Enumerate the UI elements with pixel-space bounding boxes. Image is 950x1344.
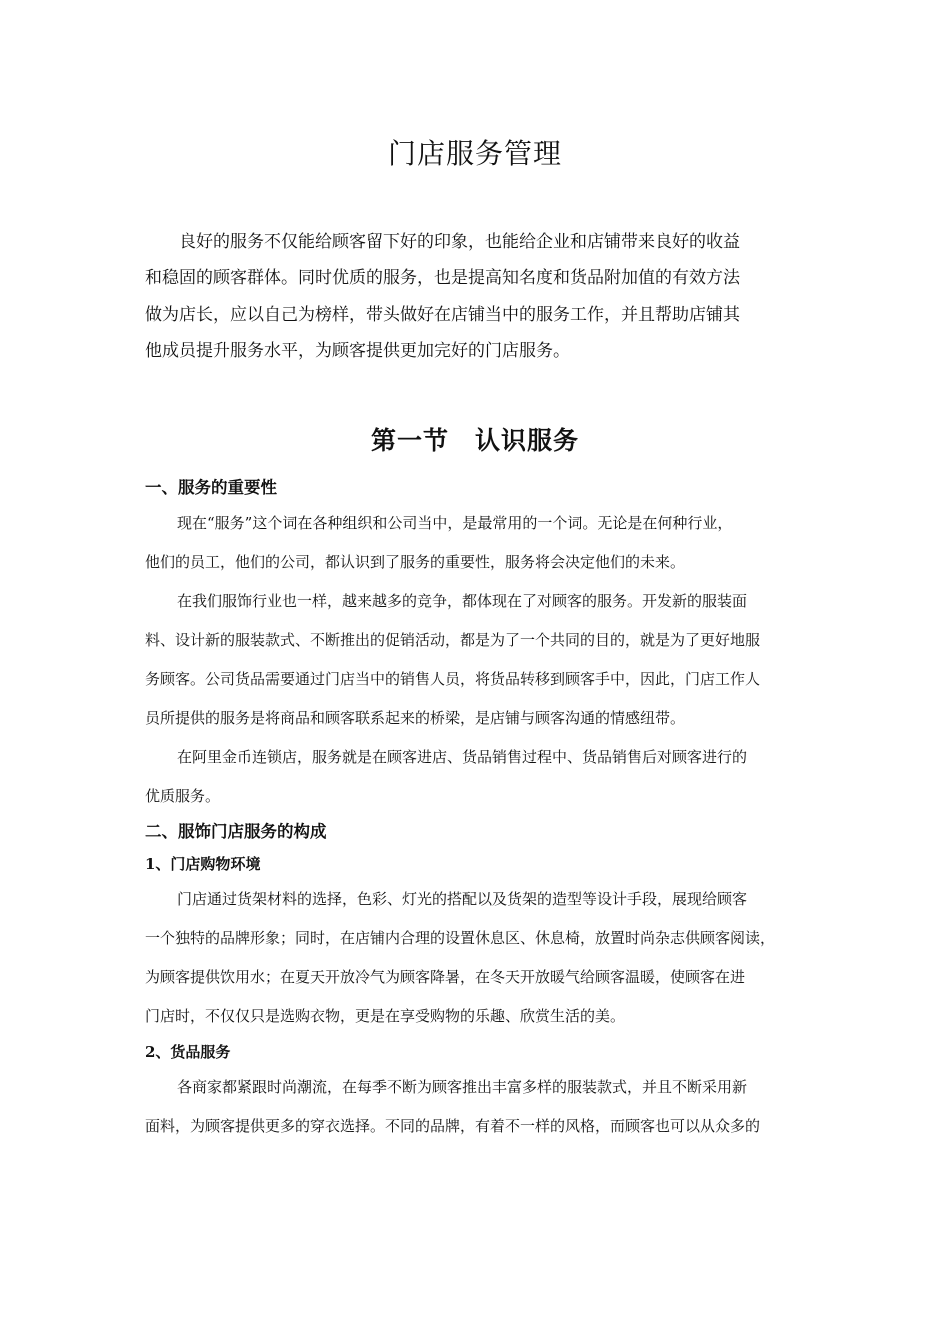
- intro-line: 他成员提升服务水平，为顾客提供更加完好的门店服务。: [145, 340, 570, 361]
- paragraph-line: 现在“服务”这个词在各种组织和公司当中，是最常用的一个词。无论是在何种行业，: [177, 514, 733, 532]
- paragraph: [145, 1068, 815, 1146]
- paragraph-line: 门店时，不仅仅只是选购衣物，更是在享受购物的乐趣、欣赏生活的美。: [145, 1007, 626, 1025]
- intro-line: 和稳固的顾客群体。同时优质的服务，也是提高知名度和货品附加值的有效方法: [145, 268, 740, 289]
- paragraph-line: 在阿里金币连锁店，服务就是在顾客进店、货品销售过程中、货品销售后对顾客进行的: [177, 748, 748, 766]
- paragraph-line: 员所提供的服务是将商品和顾客联系起来的桥梁，是店铺与顾客沟通的情感纽带。: [145, 709, 686, 727]
- paragraph-line: 门店通过货架材料的选择，色彩、灯光的搭配以及货架的造型等设计手段，展现给顾客: [177, 890, 748, 908]
- paragraph-line: 务顾客。公司货品需要通过门店当中的销售人员，将货品转移到顾客手中，因此，门店工作人: [145, 670, 761, 688]
- paragraph: [145, 880, 815, 1036]
- paragraph-line: 优质服务。: [145, 787, 221, 805]
- intro-paragraph: [145, 224, 815, 369]
- document-title: 门店服务管理: [387, 137, 562, 170]
- heading-composition: 二、服饰门店服务的构成: [145, 822, 327, 841]
- paragraph: [145, 738, 815, 816]
- paragraph: [145, 582, 815, 738]
- paragraph-line: 为顾客提供饮用水；在夏天开放冷气为顾客降暑，在冬天开放暖气给顾客温暖，使顾客在进: [145, 968, 746, 986]
- paragraph-line: 一个独特的品牌形象；同时，在店铺内合理的设置休息区、休息椅，放置时尚杂志供顾客阅读，: [145, 929, 776, 947]
- intro-line: 做为店长，应以自己为榜样，带头做好在店铺当中的服务工作，并且帮助店铺其: [145, 304, 740, 325]
- paragraph: [145, 504, 815, 582]
- paragraph-line: 面料，为顾客提供更多的穿衣选择。不同的品牌，有着不一样的风格，而顾客也可以从众多的: [145, 1117, 761, 1135]
- heading-importance: 一、服务的重要性: [145, 478, 277, 497]
- paragraph-line: 各商家都紧跟时尚潮流，在每季不断为顾客推出丰富多样的服装款式，并且不断采用新: [177, 1078, 748, 1096]
- paragraph-line: 在我们服饰行业也一样，越来越多的竞争，都体现在了对顾客的服务。开发新的服装面: [177, 592, 748, 610]
- section-body: [145, 472, 815, 1146]
- subheading-environment: 1、门店购物环境: [145, 855, 261, 873]
- subheading-goods-service: 2、货品服务: [145, 1043, 231, 1061]
- paragraph-line: 他们的员工，他们的公司，都认识到了服务的重要性，服务将会决定他们的未来。: [145, 553, 686, 571]
- paragraph-line: 料、设计新的服装款式、不断推出的促销活动，都是为了一个共同的目的，就是为了更好地服: [145, 631, 761, 649]
- intro-line: 良好的服务不仅能给顾客留下好的印象，也能给企业和店铺带来良好的收益: [179, 232, 740, 252]
- section-title: 第一节 认识服务: [370, 426, 579, 455]
